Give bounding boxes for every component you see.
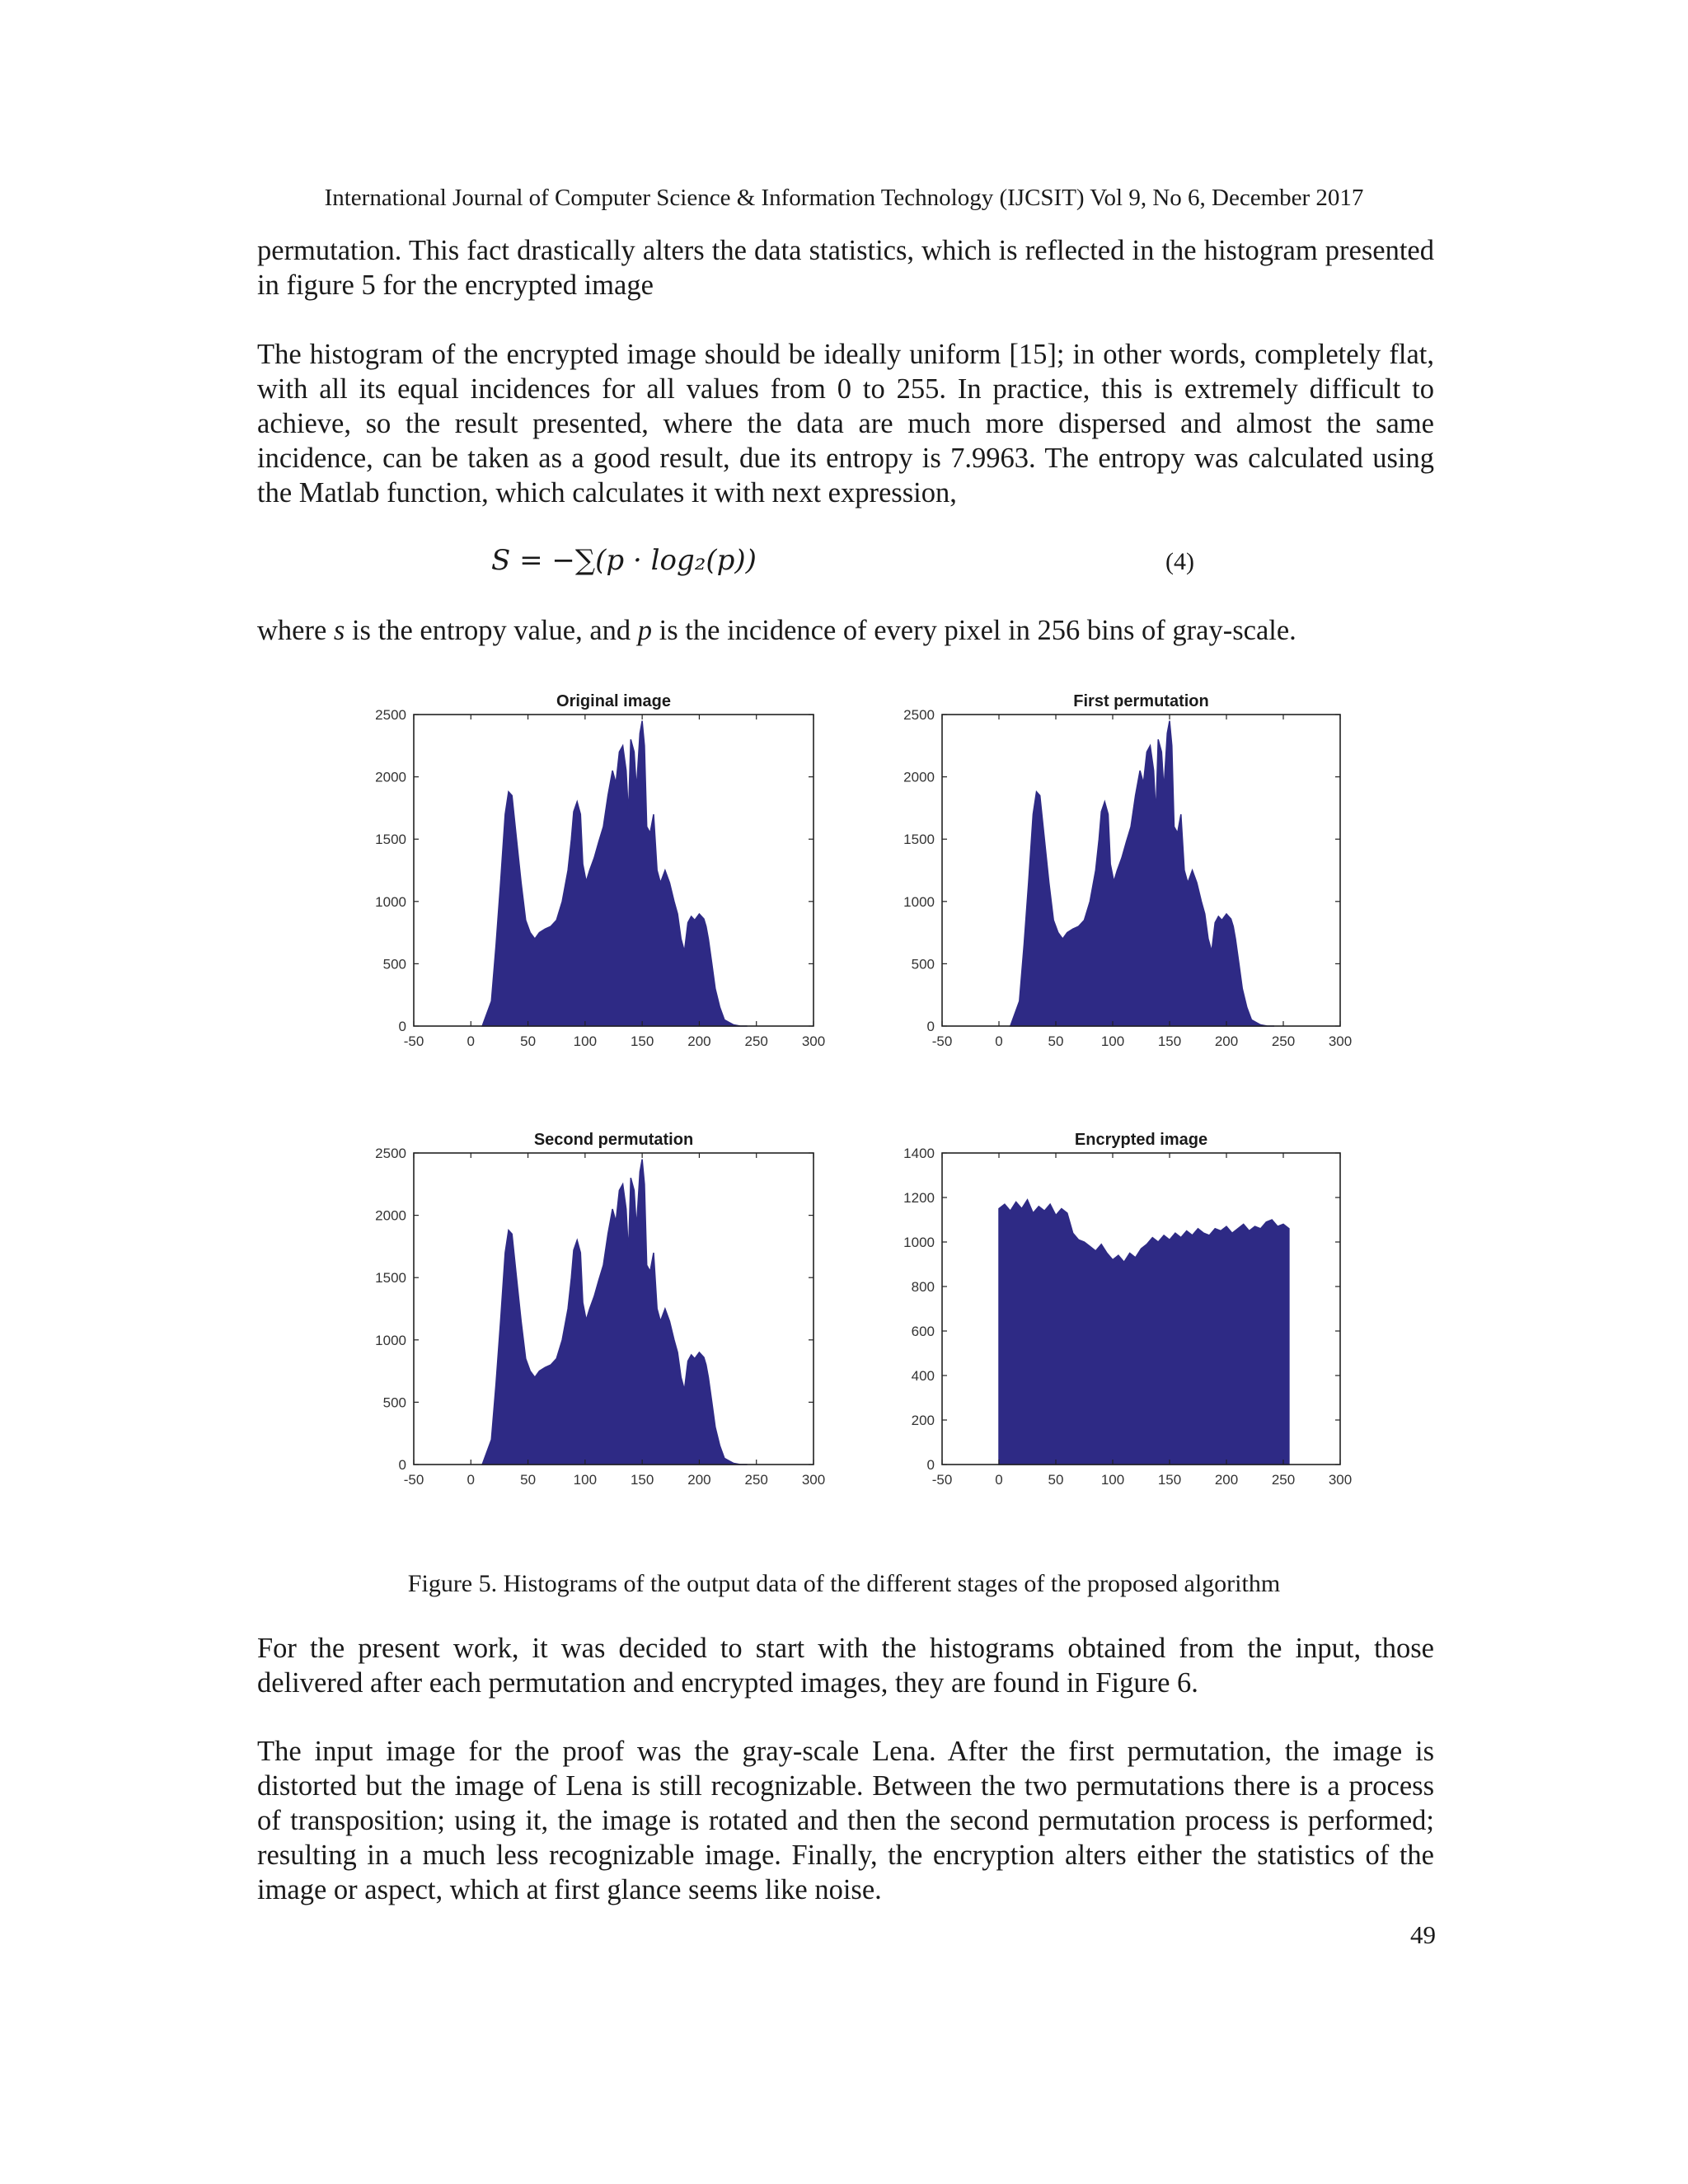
x-tick-label: 250 [1271, 1472, 1296, 1488]
y-tick-label: 2500 [375, 707, 406, 723]
x-tick-label: 200 [687, 1472, 711, 1488]
y-tick-label: 0 [926, 1019, 935, 1034]
y-tick-label: 500 [382, 1394, 406, 1411]
paragraph-histogram-uniform: The histogram of the encrypted image should be ideally uniform [15]; in other words, completely flat, with all its equal incidences for all values from 0 to 255. In practice, this is extremely difficult to achieve, so the result presented, where the data are much more dispersed and almost the same incidence, can be taken as a good result, due its entropy is 7.9963. The entropy was calculated using the Matlab function, which calculates it with next expression, [257, 339, 1434, 509]
histogram-panel-3 [375, 1131, 825, 1488]
figure-caption: Figure 5. Histograms of the output data of the different stages of the proposed algorithm [407, 1570, 1281, 1597]
y-tick-label: 0 [398, 1457, 406, 1473]
x-tick-label: 250 [744, 1033, 768, 1049]
where-text-3: is the incidence of every pixel in 256 bins of gray-scale. [652, 615, 1296, 646]
x-tick-label: 300 [1328, 1472, 1353, 1488]
x-tick-label: 300 [801, 1033, 826, 1049]
x-tick-label: 100 [1100, 1033, 1125, 1049]
y-tick-label: 1000 [375, 1332, 406, 1348]
paragraph-permutation: permutation. This fact drastically alters the data statistics, which is reflected in the histogram presented in figure 5 for the encrypted image [257, 235, 1434, 301]
y-tick-label: 2500 [903, 707, 935, 723]
y-tick-label: 1000 [375, 893, 406, 910]
x-tick-label: 100 [1100, 1472, 1125, 1488]
x-tick-label: 0 [467, 1472, 476, 1488]
y-tick-label: 400 [911, 1368, 935, 1384]
x-tick-label: 200 [1214, 1472, 1239, 1488]
x-tick-label: 150 [630, 1472, 654, 1488]
x-tick-label: 200 [687, 1033, 711, 1049]
paragraph-input-image: The input image for the proof was the gray-scale Lena. After the first permutation, the image is distorted but the image of Lena is still recognizable. Between the two permutations there is a process of transposition; using it, the image is rotated and then the second permutation process is performed; resulting in a much less recognizable image. Finally, the encryption alters either the statistics of the image or aspect, which at first glance seems like noise. [257, 1736, 1434, 1905]
x-tick-label: 0 [995, 1033, 1003, 1049]
x-tick-label: -50 [403, 1033, 424, 1049]
histogram-panel-1 [375, 692, 825, 1049]
x-tick-label: 200 [1214, 1033, 1239, 1049]
chart-title: Original image [556, 692, 671, 710]
histogram-fill [999, 1200, 1289, 1465]
x-tick-label: 100 [573, 1472, 598, 1488]
y-tick-label: 800 [911, 1279, 935, 1295]
y-tick-label: 0 [398, 1019, 406, 1034]
y-tick-label: 0 [926, 1457, 935, 1473]
x-tick-label: 50 [1048, 1033, 1064, 1049]
chart-title: Second permutation [533, 1131, 694, 1149]
y-tick-label: 1500 [375, 1270, 406, 1286]
y-tick-label: 1000 [903, 1235, 935, 1250]
x-tick-label: 250 [1271, 1033, 1296, 1049]
x-tick-label: -50 [931, 1472, 953, 1488]
chart-title: Encrypted image [1074, 1131, 1208, 1149]
x-tick-label: 150 [1157, 1472, 1182, 1488]
paragraph-present-work: For the present work, it was decided to start with the histograms obtained from the input, those delivered after each permutation and encrypted images, they are found in Figure 6. [257, 1633, 1434, 1699]
y-tick-label: 1000 [903, 893, 935, 910]
chart-title: First permutation [1073, 692, 1209, 710]
where-text-2: is the entropy value, and [345, 615, 638, 646]
x-tick-label: 0 [995, 1472, 1003, 1488]
y-tick-label: 1400 [903, 1146, 935, 1161]
x-tick-label: 50 [520, 1033, 537, 1049]
y-tick-label: 2000 [903, 769, 935, 785]
equation-number: (4) [1165, 548, 1194, 575]
histogram-fill [482, 1160, 748, 1465]
x-tick-label: 50 [1048, 1472, 1064, 1488]
x-tick-label: 150 [1157, 1033, 1182, 1049]
plot-frame [414, 1153, 814, 1465]
paragraph-where [257, 613, 1434, 648]
y-tick-label: 600 [911, 1324, 935, 1339]
histogram-fill [482, 721, 748, 1026]
x-tick-label: 300 [1328, 1033, 1353, 1049]
y-tick-label: 200 [911, 1413, 935, 1428]
x-tick-label: 100 [573, 1033, 598, 1049]
y-tick-label: 1500 [903, 832, 935, 848]
page-number: 49 [1410, 1920, 1436, 1949]
x-tick-label: 150 [630, 1033, 654, 1049]
histogram-fill [1010, 721, 1274, 1026]
plot-frame [942, 1153, 1340, 1465]
y-tick-label: 2000 [375, 769, 406, 785]
y-tick-label: 2500 [375, 1146, 406, 1161]
x-tick-label: 300 [801, 1472, 826, 1488]
histogram-panel-4 [903, 1131, 1352, 1488]
where-text-1: where [257, 615, 334, 646]
running-header: International Journal of Computer Science & Information Technology (IJCSIT) Vol 9, No 6, December 2017 [324, 185, 1364, 211]
symbol-p: p [637, 615, 653, 646]
x-tick-label: 250 [744, 1472, 768, 1488]
x-tick-label: 0 [467, 1033, 476, 1049]
entropy-equation: S = −∑(p · log₂(p)) [491, 544, 757, 577]
x-tick-label: -50 [931, 1033, 953, 1049]
y-tick-label: 500 [911, 956, 935, 972]
y-tick-label: 1200 [903, 1190, 935, 1206]
plot-frame [414, 715, 814, 1026]
x-tick-label: -50 [403, 1472, 424, 1488]
y-tick-label: 2000 [375, 1207, 406, 1224]
y-tick-label: 500 [382, 956, 406, 972]
x-tick-label: 50 [520, 1472, 537, 1488]
plot-frame [942, 715, 1340, 1026]
y-tick-label: 1500 [375, 832, 406, 848]
histogram-panel-2 [903, 692, 1352, 1049]
symbol-s: s [333, 615, 345, 646]
